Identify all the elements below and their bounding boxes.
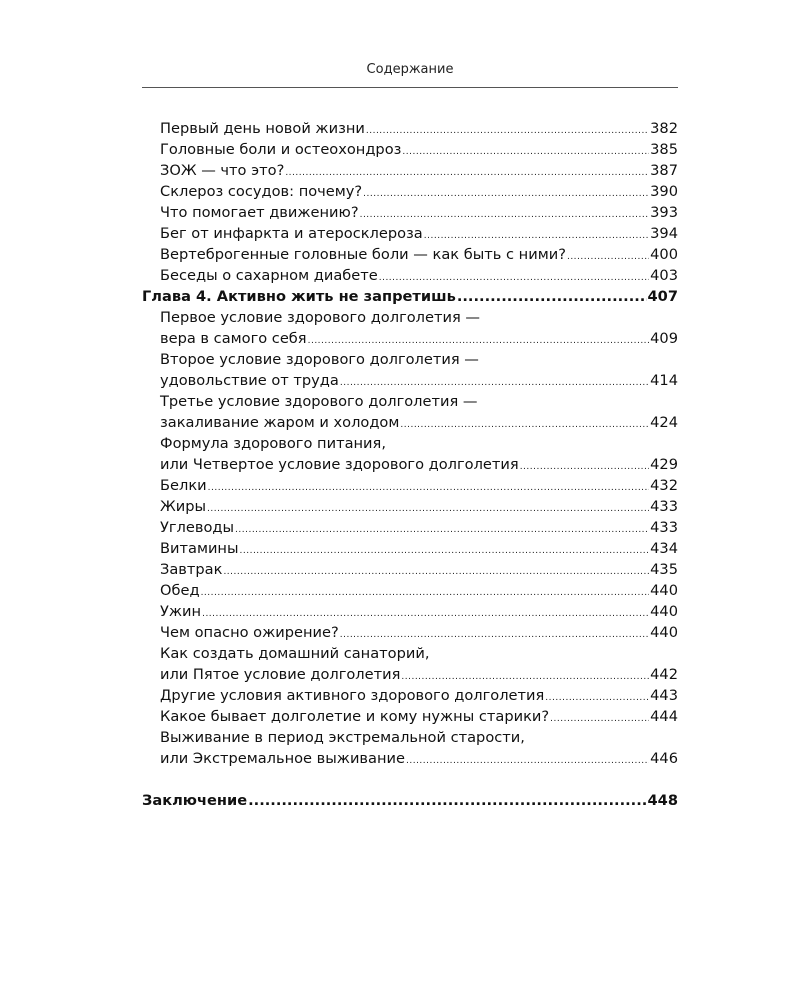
toc-page-number: 442 bbox=[650, 666, 678, 683]
toc-dot-leader bbox=[545, 688, 649, 709]
table-of-contents bbox=[142, 118, 678, 811]
toc-entry-title: ЗОЖ — что это? bbox=[160, 162, 285, 179]
toc-entry bbox=[142, 244, 678, 265]
toc-page-number: 444 bbox=[650, 708, 678, 725]
toc-page-number: 382 bbox=[650, 120, 678, 137]
toc-page-number: 424 bbox=[650, 414, 678, 431]
toc-dot-leader bbox=[207, 499, 649, 520]
toc-entry-title: Заключение bbox=[142, 792, 248, 809]
toc-entry bbox=[142, 349, 678, 370]
toc-entry-title: Первое условие здорового долголетия — bbox=[160, 309, 480, 326]
toc-dot-leader bbox=[400, 415, 649, 436]
toc-page-number: 387 bbox=[650, 162, 678, 179]
toc-dot-leader bbox=[223, 562, 649, 583]
toc-entry-title: Обед bbox=[160, 582, 200, 599]
toc-page-number: 390 bbox=[650, 183, 678, 200]
toc-entry bbox=[142, 475, 678, 496]
toc-entry-title: или Экстремальное выживание bbox=[160, 750, 405, 767]
toc-page-number: 433 bbox=[650, 519, 678, 536]
toc-chapter-entry bbox=[142, 790, 678, 811]
toc-entry bbox=[142, 391, 678, 412]
toc-dot-leader bbox=[402, 142, 649, 163]
toc-entry-title: Головные боли и остеохондроз bbox=[160, 141, 402, 158]
toc-entry-title: Другие условия активного здорового долголетия bbox=[160, 687, 545, 704]
toc-entry bbox=[142, 454, 678, 475]
toc-dot-leader bbox=[235, 520, 649, 541]
toc-entry-title: Чем опасно ожирение? bbox=[160, 624, 339, 641]
toc-entry-title: Беседы о сахарном диабете bbox=[160, 267, 378, 284]
toc-entry bbox=[142, 181, 678, 202]
toc-entry bbox=[142, 622, 678, 643]
toc-entry-title: Выживание в период экстремальной старости, bbox=[160, 729, 525, 746]
toc-page-number: 440 bbox=[650, 603, 678, 620]
toc-entry bbox=[142, 748, 678, 769]
toc-entry-title: Ужин bbox=[160, 603, 202, 620]
toc-page-number: 407 bbox=[647, 288, 678, 305]
toc-entry bbox=[142, 223, 678, 244]
toc-entry bbox=[142, 118, 678, 139]
toc-entry bbox=[142, 580, 678, 601]
toc-entry-title: Что помогает движению? bbox=[160, 204, 359, 221]
toc-entry-title: Бег от инфаркта и атеросклероза bbox=[160, 225, 423, 242]
toc-entry-title: Третье условие здорового долголетия — bbox=[160, 393, 478, 410]
toc-page-number: 432 bbox=[650, 477, 678, 494]
toc-entry-title: Вертеброгенные головные боли — как быть с ними? bbox=[160, 246, 566, 263]
toc-entry bbox=[142, 727, 678, 748]
toc-dot-leader bbox=[406, 751, 649, 772]
toc-entry-title: закаливание жаром и холодом bbox=[160, 414, 400, 431]
toc-page-number: 429 bbox=[650, 456, 678, 473]
header-rule bbox=[142, 87, 678, 88]
toc-entry-title: Белки bbox=[160, 477, 207, 494]
toc-entry bbox=[142, 706, 678, 727]
toc-entry-title: Первый день новой жизни bbox=[160, 120, 365, 137]
toc-entry-title: удовольствие от труда bbox=[160, 372, 339, 389]
toc-entry bbox=[142, 412, 678, 433]
toc-page-number: 443 bbox=[650, 687, 678, 704]
toc-entry bbox=[142, 643, 678, 664]
toc-entry-title: Склероз сосудов: почему? bbox=[160, 183, 363, 200]
toc-page-number: 414 bbox=[650, 372, 678, 389]
toc-page-number: 433 bbox=[650, 498, 678, 515]
toc-dot-leader bbox=[363, 184, 649, 205]
toc-dot-leader bbox=[550, 709, 649, 730]
toc-entry-title: вера в самого себя bbox=[160, 330, 307, 347]
toc-entry-title: Завтрак bbox=[160, 561, 223, 578]
toc-entry-title: Какое бывает долголетие и кому нужны старики? bbox=[160, 708, 550, 725]
toc-entry bbox=[142, 265, 678, 286]
toc-page-number: 400 bbox=[650, 246, 678, 263]
toc-dot-leader bbox=[567, 247, 649, 268]
toc-entry bbox=[142, 328, 678, 349]
toc-page-number: 440 bbox=[650, 624, 678, 641]
toc-entry bbox=[142, 202, 678, 223]
toc-page-number: 394 bbox=[650, 225, 678, 242]
toc-entry-title: Формула здорового питания, bbox=[160, 435, 386, 452]
toc-entry-title: Второе условие здорового долголетия — bbox=[160, 351, 479, 368]
toc-dot-leader bbox=[457, 286, 647, 307]
toc-dot-leader bbox=[520, 457, 649, 478]
toc-page-number: 403 bbox=[650, 267, 678, 284]
toc-entry bbox=[142, 685, 678, 706]
toc-entry bbox=[142, 433, 678, 454]
toc-entry bbox=[142, 538, 678, 559]
toc-entry-title: Углеводы bbox=[160, 519, 235, 536]
toc-page-number: 409 bbox=[650, 330, 678, 347]
toc-dot-leader bbox=[208, 478, 650, 499]
toc-entry bbox=[142, 370, 678, 391]
toc-entry bbox=[142, 139, 678, 160]
toc-dot-leader bbox=[366, 121, 649, 142]
toc-page-number: 434 bbox=[650, 540, 678, 557]
toc-entry bbox=[142, 664, 678, 685]
toc-dot-leader bbox=[248, 790, 646, 811]
toc-page-number: 446 bbox=[650, 750, 678, 767]
running-head-title: Содержание bbox=[366, 62, 454, 77]
toc-dot-leader bbox=[240, 541, 650, 562]
toc-entry-title: или Пятое условие долголетия bbox=[160, 666, 401, 683]
toc-entry bbox=[142, 160, 678, 181]
toc-entry bbox=[142, 559, 678, 580]
toc-chapter-entry bbox=[142, 286, 678, 307]
toc-entry-title: Витамины bbox=[160, 540, 239, 557]
toc-entry bbox=[142, 496, 678, 517]
toc-page-number: 385 bbox=[650, 141, 678, 158]
toc-entry bbox=[142, 601, 678, 622]
toc-entry bbox=[142, 517, 678, 538]
toc-entry-title: Как создать домашний санаторий, bbox=[160, 645, 430, 662]
toc-page-number: 435 bbox=[650, 561, 678, 578]
toc-page-number: 440 bbox=[650, 582, 678, 599]
toc-page-number: 448 bbox=[647, 792, 678, 809]
toc-entry-title: или Четвертое условие здорового долголетия bbox=[160, 456, 519, 473]
toc-page-number: 393 bbox=[650, 204, 678, 221]
toc-entry-title: Глава 4. Активно жить не запретишь bbox=[142, 288, 456, 305]
toc-dot-leader bbox=[201, 583, 650, 604]
toc-entry bbox=[142, 307, 678, 328]
toc-entry-title: Жиры bbox=[160, 498, 206, 515]
